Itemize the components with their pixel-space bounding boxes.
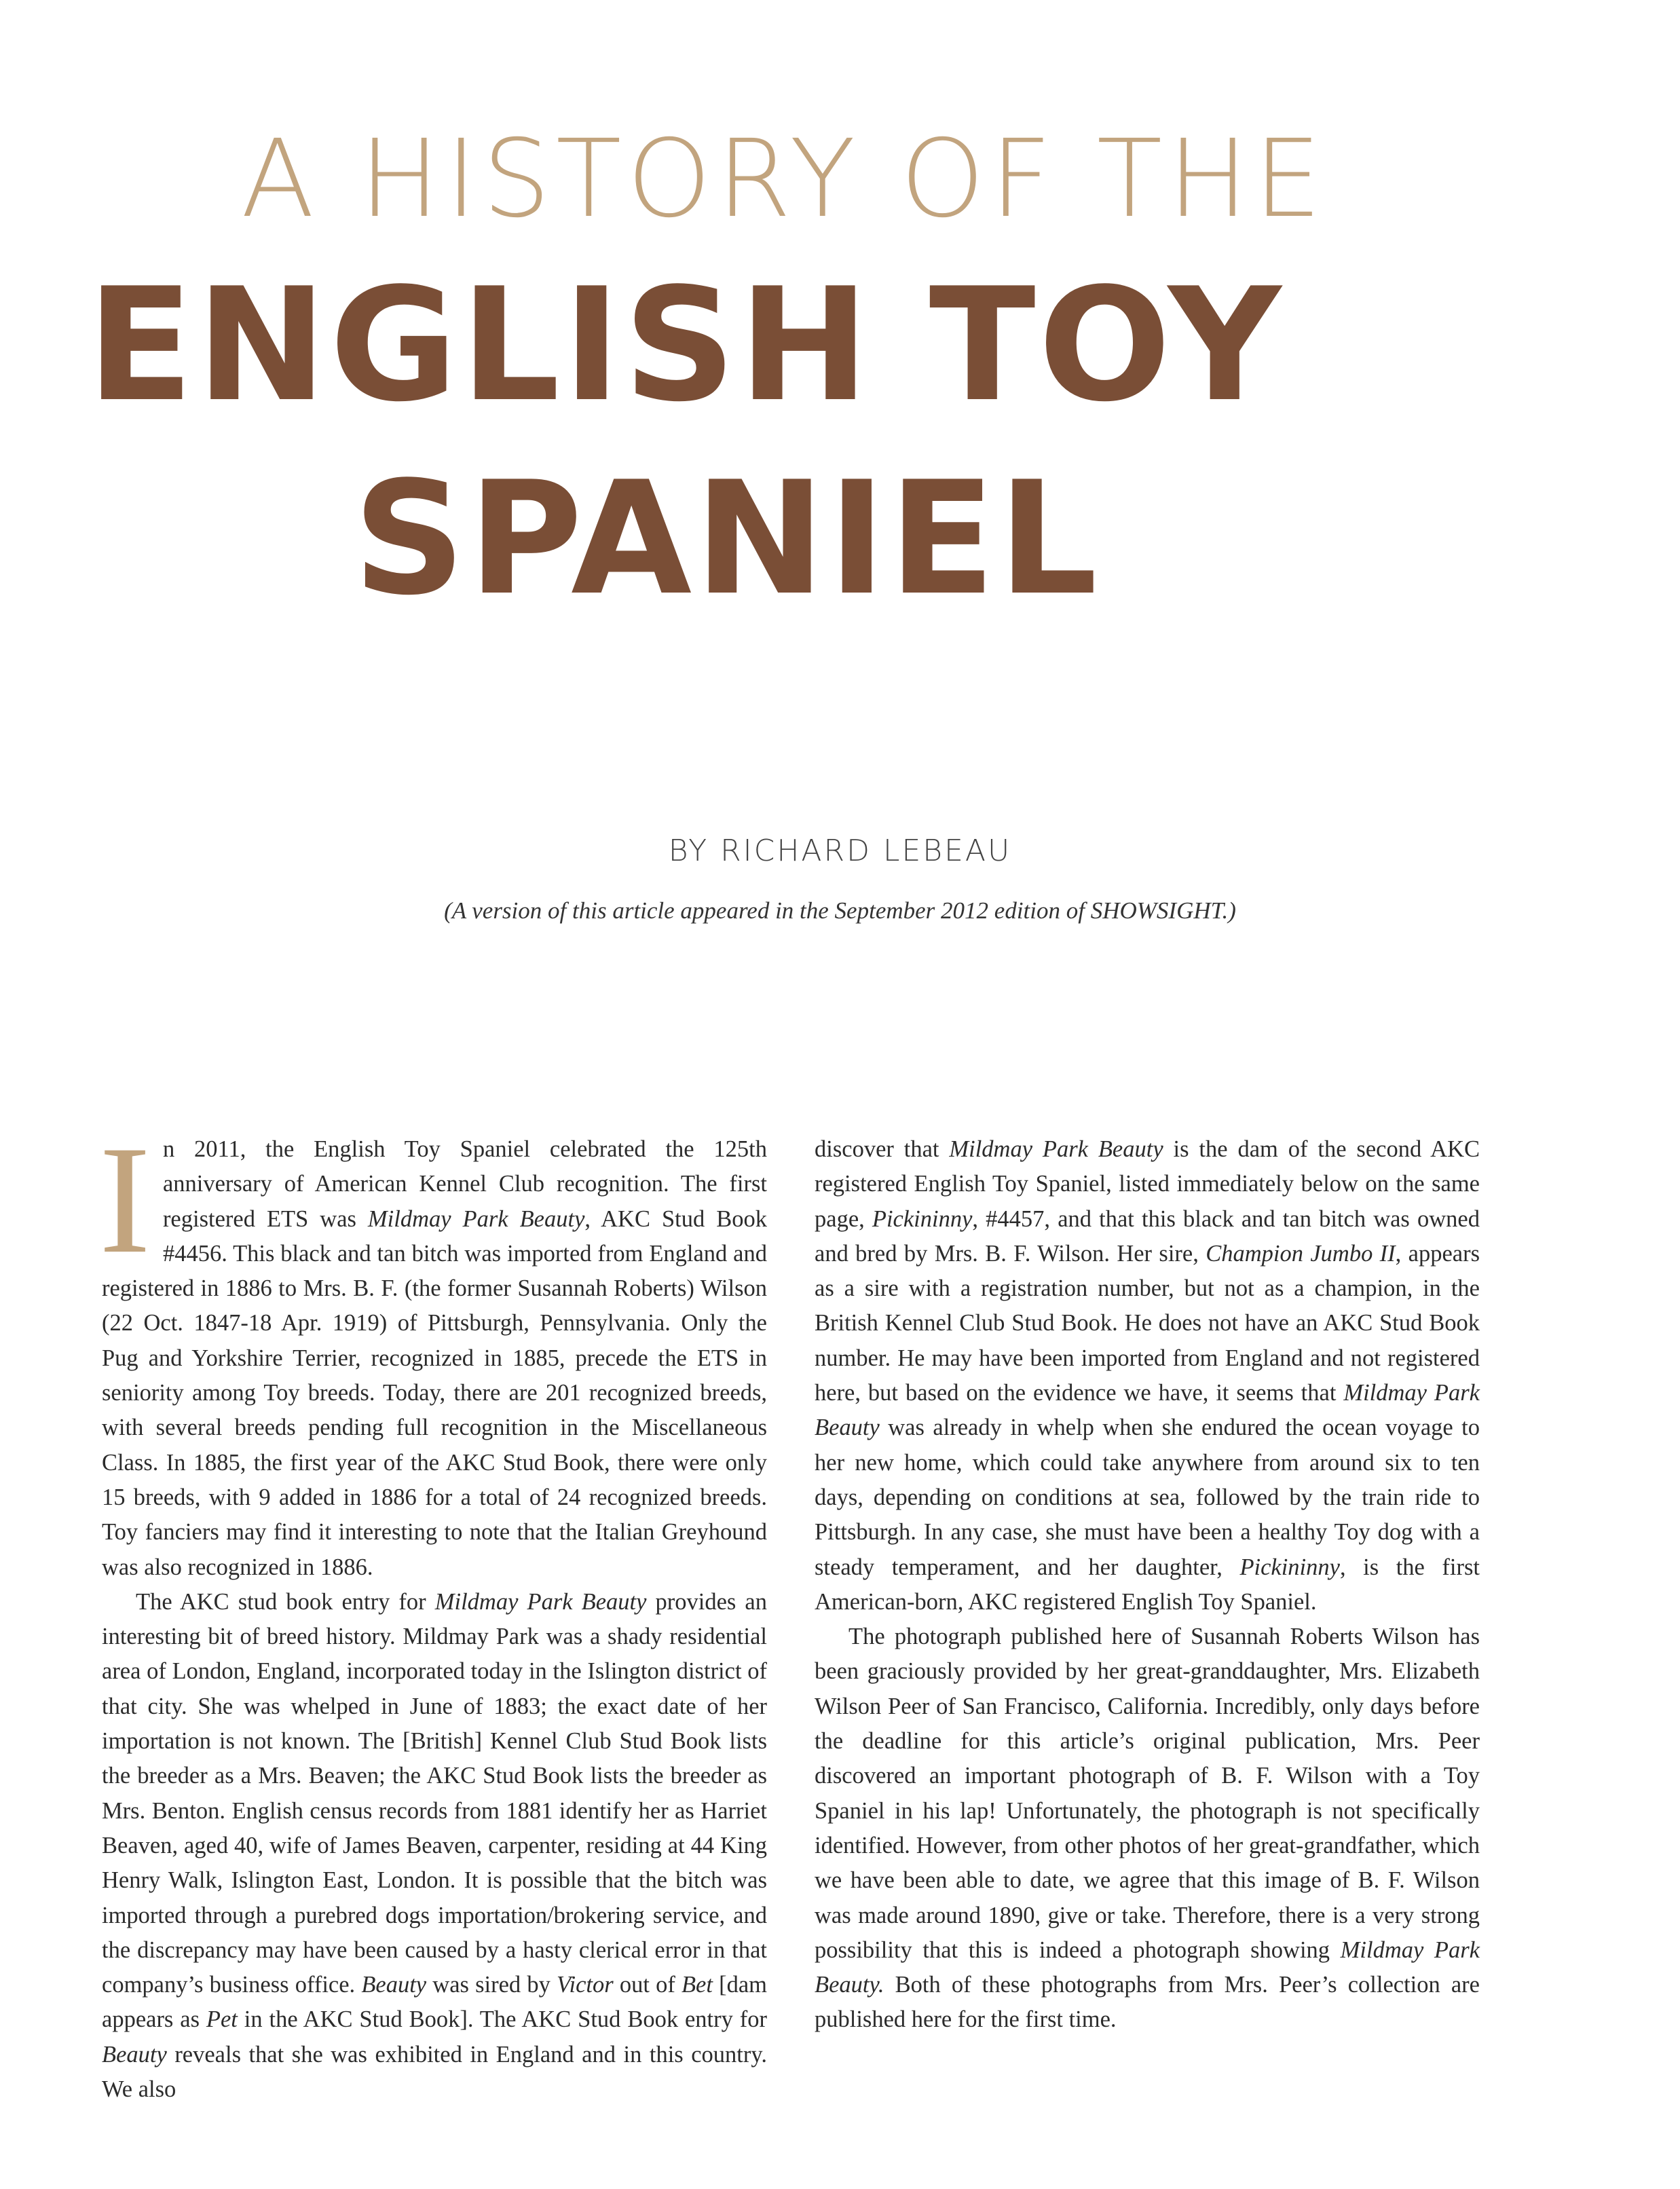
article-paragraph: The photograph published here of Susannah Roberts Wilson has been graciously provided by her great-granddaughter, Mrs. Elizabeth Wilson Peer of San Francisco, California. Incredibly, only days before the deadline for this article’s original publication, Mrs. Peer discovered an important photograph of B. F. Wilson with a Toy Spaniel in his lap! Unfortunately, the photograph is not specifically identified. However, from other photos of her great-grandfather, which we have been able to date, we agree that this image of B. F. Wilson was made around 1890, give or take. Therefore, there is a very strong possibility that this is indeed a photograph showing Mildmay Park Beauty. Both of these photographs from Mrs. Peer’s collection are published here for the first time. <box>815 1624 1480 2033</box>
article-kicker: A HISTORY OF THE <box>241 117 1327 242</box>
byline: BY RICHARD LEBEAU <box>668 834 1012 868</box>
article-title-line-2: SPANIEL <box>353 449 1100 630</box>
article-paragraph: The AKC stud book entry for Mildmay Park Beauty provides an interesting bit of breed history. Mildmay Park was a shady residential area of London, England, incorporated today in the Islington district of that city. She was whelped in June of 1883; the exact date of her importation is not known. The [British] Kennel Club Stud Book lists the breeder as a Mrs. Beaven; the AKC Stud Book lists the breeder as Mrs. Benton. English census records from 1881 identify her as Harriet Beaven, aged 40, wife of James Beaven, carpenter, residing at 44 King Henry Walk, Islington East, London. It is possible that the bitch was imported through a purebred dogs importation/brokering service, and the discrepancy may have been caused by a hasty clerical error in that company’s business office. Beauty was sired by Victor out of Bet [dam appears as Pet in the AKC Stud Book]. The AKC Stud Book entry for Beauty reveals that she was exhibited in England and in this country. We also <box>102 1588 768 2103</box>
drop-cap: I <box>99 1115 151 1286</box>
article-paragraph: In 2011, the English Toy Spaniel celebrated the 125th anniversary of American Kennel Club recognition. The first registered ETS was Mildmay Park Beauty, AKC Stud Book #4456. This black and tan bitch was imported from England and registered in 1886 to Mrs. B. F. (the former Susannah Roberts) Wilson (22 Oct. 1847-18 Apr. 1919) of Pittsburgh, Pennsylvania. Only the Pug and Yorkshire Terrier, recognized in 1885, precede the ETS in seniority among Toy breeds. Today, there are 201 recognized breeds, with several breeds pending full recognition in the Miscellaneous Class. In 1885, the first year of the AKC Stud Book, there were only 15 breeds, with 9 added in 1886 for a total of 24 recognized breeds. Toy fanciers may find it interesting to note that the Italian Greyhound was also recognized in 1886. <box>99 1115 767 1580</box>
article-paragraph: discover that Mildmay Park Beauty is the dam of the second AKC registered English Toy Spaniel, listed immediately below on the same page, Pickininny, #4457, and that this black and tan bitch was owned and bred by Mrs. B. F. Wilson. Her sire, Champion Jumbo II, appears as a sire with a registration number, but not as a champion, in the British Kennel Club Stud Book. He does not have an AKC Stud Book number. He may have been imported from England and not registered here, but based on the evidence we have, it seems that Mildmay Park Beauty was already in whelp when she endured the ocean voyage to her new home, which could take anywhere from around six to ten days, depending on conditions at sea, followed by the train ride to Pittsburgh. In any case, she must have been a healthy Toy dog with a steady temperament, and her daughter, Pickininny, is the first American-born, AKC registered English Toy Spaniel. <box>815 1136 1480 1615</box>
publication-note: (A version of this article appeared in the September 2012 edition of SHOWSIGHT.) <box>444 897 1236 924</box>
article-column-right <box>815 1132 1480 2038</box>
article-title-line-1: ENGLISH TOY <box>87 255 1284 436</box>
article-column-left <box>99 1115 768 2107</box>
